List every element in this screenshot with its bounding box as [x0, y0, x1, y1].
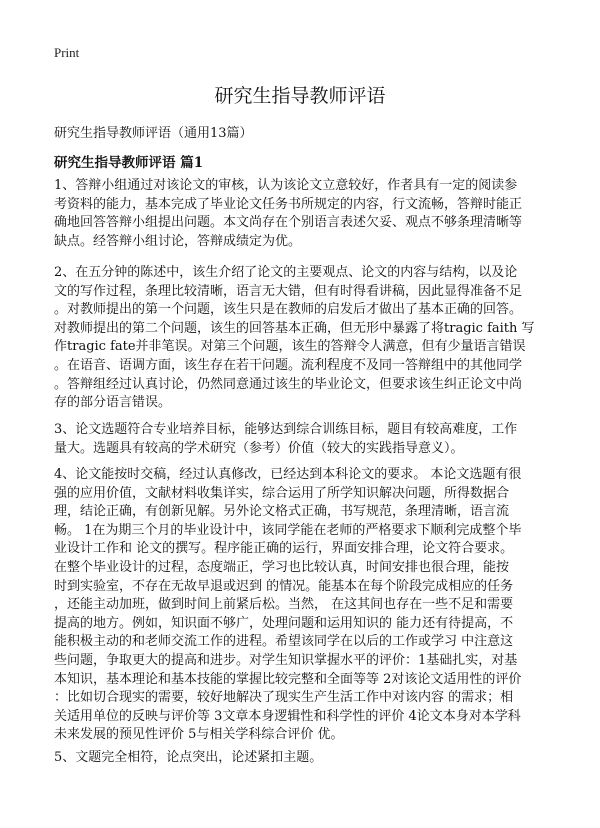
paragraph-2 [54, 264, 550, 413]
paragraph-line: 确地回答答辩小组提出问题。本文尚存在个别语言表述欠妥、观点不够条理清晰等 [54, 215, 523, 231]
paragraph-line: 4、论文能按时交稿，经过认真修改，已经达到本科论文的要求。 本论文选题有很 [54, 467, 522, 482]
paragraph-line: 存的部分语言错误。 [54, 395, 172, 411]
paragraph-4 [54, 466, 550, 745]
paragraph-line: 。答辩组经过认真讨论，仍然同意通过该生的毕业论文，但要求该生纠正论文中尚 [54, 376, 523, 392]
paragraph-line: 理，结论正确，有创新见解。另外论文格式正确，书写规范，条理清晰，语言流 [54, 504, 510, 520]
paragraph-3 [54, 421, 550, 458]
paragraph-line: 强的应用价值，文献材料收集详实，综合运用了所学知识解决问题，所得数据合 [54, 485, 510, 501]
paragraph-line: 2、在五分钟的陈述中，该生介绍了论文的主要观点、论文的内容与结构，以及论 [54, 265, 518, 280]
document-subtitle: 研究生指导教师评语（通用13篇） [54, 126, 253, 141]
paragraph-line: 缺点。经答辩小组讨论，答辩成绩定为优。 [54, 233, 302, 249]
paragraph-line: 1、答辩小组通过对该论文的审核，认为该论文立意较好，作者具有一定的阅读参 [54, 178, 518, 193]
paragraph-line: 业设计工作和 论文的撰写。程序能正确的运行，界面安排合理，论文符合要求。 [54, 541, 514, 557]
paragraph-line: 。在语音、语调方面，该生存在若干问题。流利程度不及同一答辩组中的其他同学 [54, 357, 523, 373]
paragraph-line: 关适用单位的反映与评价等 3文章本身逻辑性和科学性的评价 4论文本身对本学科 [54, 708, 521, 724]
paragraph-line: 畅。 1在为期三个月的毕业设计中，该同学能在老师的严格要求下顺利完成整个毕 [54, 522, 522, 538]
paragraph-line: 本知识，基本理论和基本技能的掌握比较完整和全面等等 2对该论文适用性的评价 [54, 671, 522, 687]
section-heading: 研究生指导教师评语 篇1 [54, 155, 204, 171]
print-link[interactable]: Print [54, 45, 80, 60]
paragraph-line: 能积极主动的和老师交流工作的进程。希望该同学在以后的工作或学习 中注意这 [54, 634, 514, 650]
paragraph-line: 在整个毕业设计的过程，态度端正，学习也比较认真，时间安排也很合理，能按 [54, 559, 510, 575]
paragraph-line: ：比如切合现实的需要，较好地解决了现实生产生活工作中对该内容 的需求；相 [54, 690, 514, 706]
page-title: 研究生指导教师评语 [214, 85, 386, 107]
paragraph-line: 对教师提出的第二个问题，该生的回答基本正确，但无形中暴露了将tragic faith 写 [54, 320, 535, 336]
paragraph-1 [54, 177, 550, 251]
paragraph-line: 时到实验室，不存在无故早退或迟到 的情况。能基本在每个阶段完成相应的任务 [54, 578, 514, 594]
paragraph-line: 5、文题完全相符，论点突出，论述紧扣主题。 [54, 750, 323, 765]
paragraph-line: 些问题，争取更大的提高和进步。对学生知识掌握水平的评价：1基础扎实，对基 [54, 652, 518, 668]
paragraph-line: 3、论文选题符合专业培养目标，能够达到综合训练目标，题目有较高难度，工作 [54, 422, 518, 437]
paragraph-5 [54, 749, 550, 768]
paragraph-line: 。对教师提出的第一个问题，该生只是在教师的启发后才做出了基本正确的回答。 [54, 302, 523, 318]
paragraph-line: 未来发展的预见性评价 5与相关学科综合评价 优。 [54, 727, 344, 743]
paragraph-line: 考资料的能力，基本完成了毕业论文任务书所规定的内容，行文流畅，答辩时能正 [54, 196, 523, 212]
paragraph-line: 量大。选题具有较高的学术研究（参考）价值（较大的实践指导意义）。 [54, 440, 464, 456]
paragraph-line: 提高的地方。例如，知识面不够广，处理问题和运用知识的 能力还有待提高，不 [54, 615, 514, 631]
paragraph-line: 文的写作过程，条理比较清晰，语言无大错，但有时得看讲稿，因此显得准备不足 [54, 283, 523, 299]
paragraph-line: ，还能主动加班，做到时间上前紧后松。当然， 在这其间也存在一些不足和需要 [54, 597, 514, 613]
paragraph-line: 作tragic fate并非笔误。对第三个问题，该生的答辩令人满意，但有少量语言错误 [54, 339, 526, 355]
